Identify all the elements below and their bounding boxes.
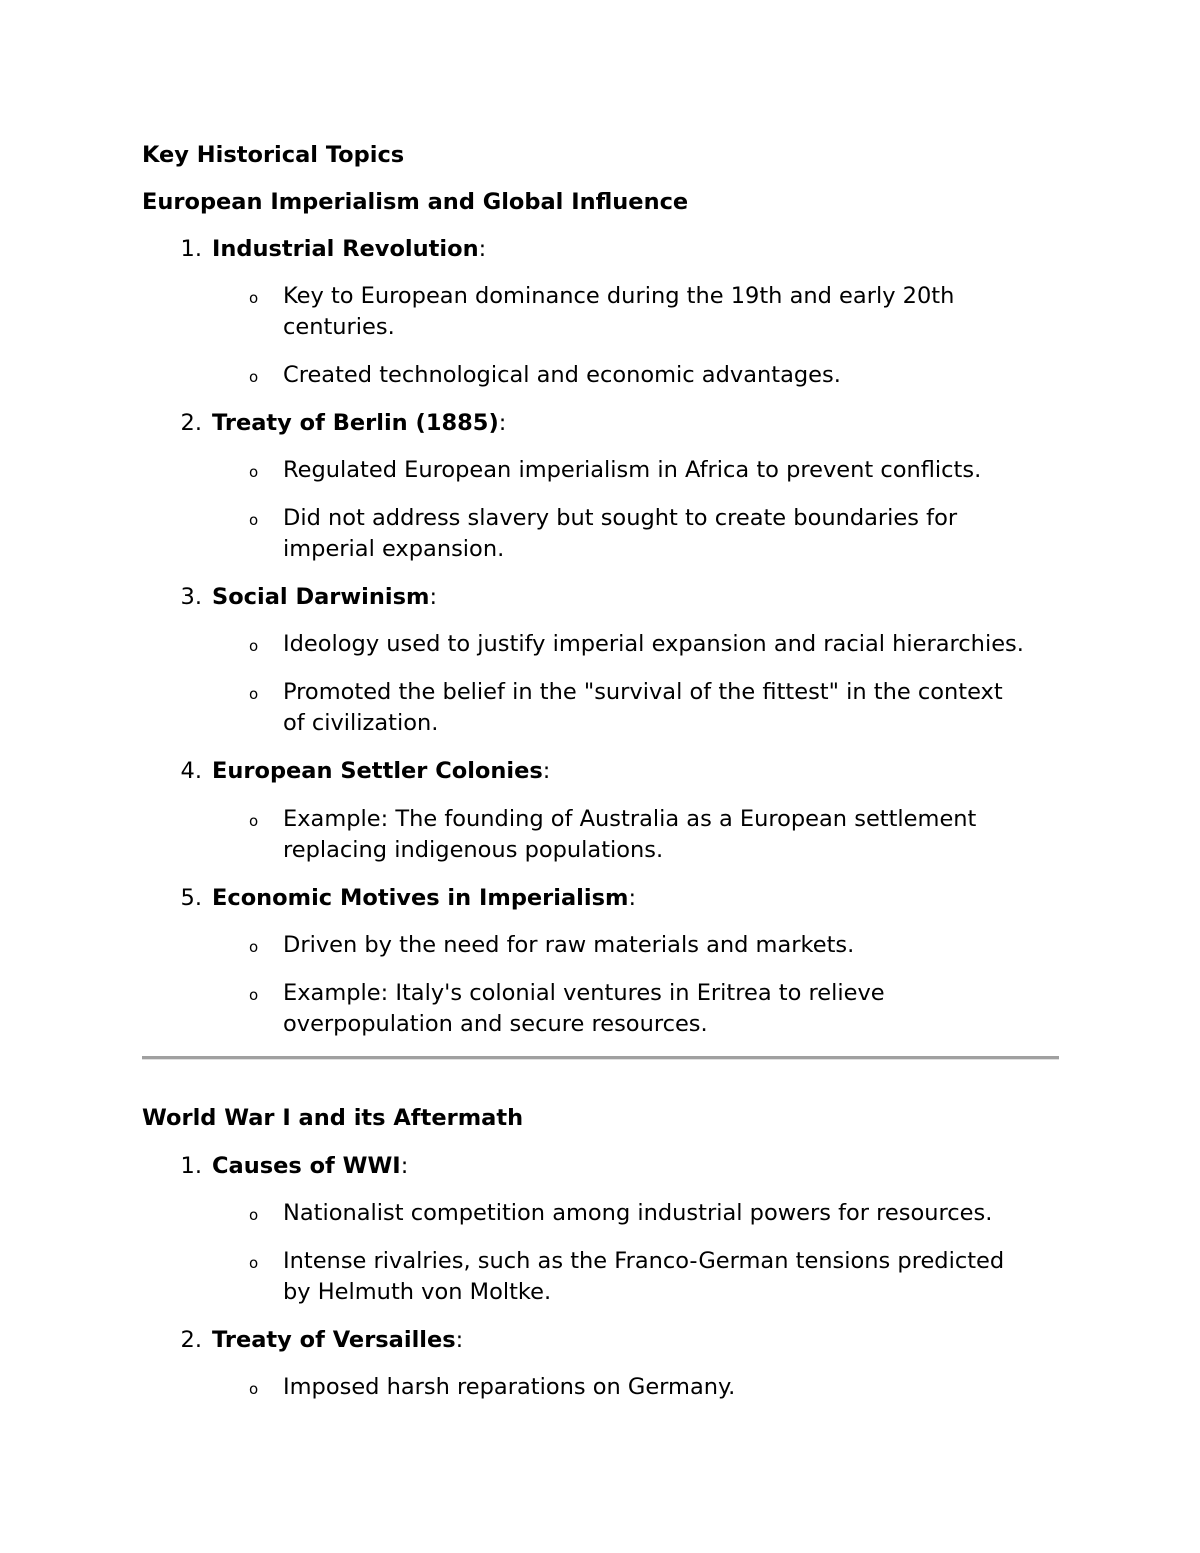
list-item-term: Treaty of Berlin (1885) bbox=[212, 410, 499, 436]
bullet-text: Created technological and economic advantages. bbox=[283, 362, 841, 388]
list-item-colon: : bbox=[628, 885, 637, 911]
list-item-title bbox=[212, 883, 636, 913]
list-item-colon: : bbox=[498, 410, 507, 436]
list-number: 3. bbox=[180, 584, 202, 610]
list-item-colon: : bbox=[455, 1327, 464, 1353]
bullet-text: imperial expansion. bbox=[283, 536, 505, 562]
list-item-title bbox=[212, 234, 486, 264]
document-title: Key Historical Topics bbox=[142, 142, 405, 168]
list-item-colon: : bbox=[478, 236, 487, 262]
list-number: 4. bbox=[180, 758, 202, 784]
bullet-text: Nationalist competition among industrial powers for resources. bbox=[283, 1200, 993, 1226]
list-item-term: Industrial Revolution bbox=[212, 236, 479, 262]
bullet-text: Example: Italy's colonial ventures in Eritrea to relieve bbox=[283, 980, 885, 1006]
list-item-term: Social Darwinism bbox=[212, 584, 430, 610]
list-item-colon: : bbox=[400, 1153, 409, 1179]
list-item-term: Economic Motives in Imperialism bbox=[212, 885, 629, 911]
bullet-text: Promoted the belief in the "survival of the fittest" in the context bbox=[283, 679, 1003, 705]
bullet-marker: o bbox=[249, 1380, 259, 1398]
list-item-title bbox=[212, 1151, 408, 1181]
bullet-text: centuries. bbox=[283, 314, 395, 340]
list-item-term: Causes of WWI bbox=[212, 1153, 401, 1179]
list-item-title bbox=[212, 1325, 463, 1355]
bullet-marker: o bbox=[249, 1254, 259, 1272]
bullet-text: Regulated European imperialism in Africa to prevent conflicts. bbox=[283, 457, 982, 483]
bullet-marker: o bbox=[249, 511, 259, 529]
list-number: 2. bbox=[180, 1327, 202, 1353]
bullet-marker: o bbox=[249, 368, 259, 386]
bullet-marker: o bbox=[249, 463, 259, 481]
bullet-text: Example: The founding of Australia as a European settlement bbox=[283, 806, 977, 832]
bullet-text: Ideology used to justify imperial expansion and racial hierarchies. bbox=[283, 631, 1024, 657]
horizontal-divider bbox=[142, 1056, 1059, 1060]
list-number: 1. bbox=[180, 236, 202, 262]
bullet-text: by Helmuth von Moltke. bbox=[283, 1279, 552, 1305]
bullet-text: Key to European dominance during the 19th and early 20th bbox=[283, 283, 955, 309]
list-item-title bbox=[212, 408, 506, 438]
bullet-marker: o bbox=[249, 812, 259, 830]
list-number: 1. bbox=[180, 1153, 202, 1179]
list-item-title bbox=[212, 756, 550, 786]
section-heading-imperialism: European Imperialism and Global Influence bbox=[142, 189, 689, 215]
list-item-title bbox=[212, 582, 437, 612]
bullet-marker: o bbox=[249, 685, 259, 703]
bullet-marker: o bbox=[249, 986, 259, 1004]
bullet-marker: o bbox=[249, 637, 259, 655]
list-number: 5. bbox=[180, 885, 202, 911]
bullet-text: overpopulation and secure resources. bbox=[283, 1011, 708, 1037]
list-number: 2. bbox=[180, 410, 202, 436]
bullet-text: replacing indigenous populations. bbox=[283, 837, 664, 863]
bullet-text: Did not address slavery but sought to create boundaries for bbox=[283, 505, 958, 531]
bullet-text: Imposed harsh reparations on Germany. bbox=[283, 1374, 736, 1400]
list-item-colon: : bbox=[542, 758, 551, 784]
bullet-marker: o bbox=[249, 1206, 259, 1224]
bullet-marker: o bbox=[249, 938, 259, 956]
list-item-term: Treaty of Versailles bbox=[212, 1327, 456, 1353]
section-heading-wwi: World War I and its Aftermath bbox=[142, 1105, 524, 1131]
bullet-text: of civilization. bbox=[283, 710, 439, 736]
bullet-marker: o bbox=[249, 289, 259, 307]
bullet-text: Driven by the need for raw materials and markets. bbox=[283, 932, 855, 958]
list-item-colon: : bbox=[429, 584, 438, 610]
bullet-text: Intense rivalries, such as the Franco-German tensions predicted bbox=[283, 1248, 1005, 1274]
list-item-term: European Settler Colonies bbox=[212, 758, 543, 784]
